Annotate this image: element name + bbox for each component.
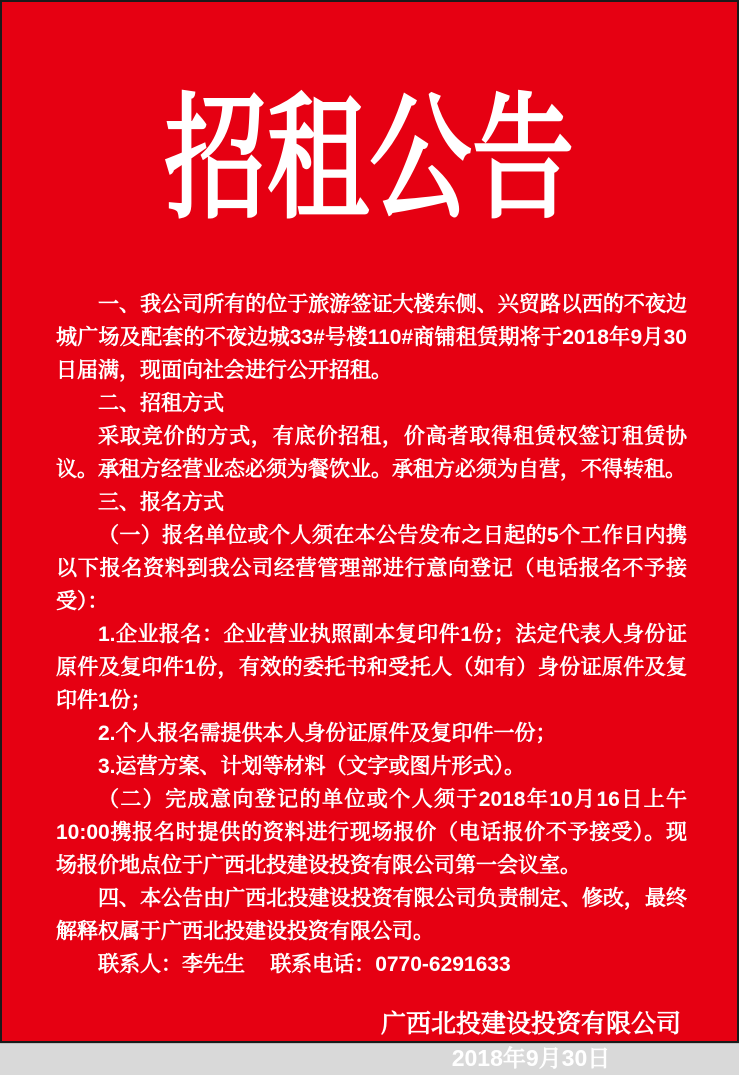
notice-paragraph-bidding-method: 采取竞价的方式，有底价招租，价高者取得租赁权签订租赁协议。承租方经营业态必须为餐饮业。承租方必须为自营，不得转租。: [56, 425, 687, 481]
signature-date: 2018年9月30日: [451, 1045, 611, 1071]
notice-body: [56, 288, 687, 948]
notice-title-wrap: [2, 79, 737, 239]
notice-paragraph-individual-docs: 2.个人报名需提供本人身份证原件及复印件一份；: [98, 722, 557, 745]
contact-person-name: 李先生: [182, 953, 245, 976]
contact-phone-label: 联系电话：: [270, 953, 376, 976]
signature: [2, 1007, 681, 1075]
notice-heading-section-2: 二、招租方式: [98, 392, 224, 415]
notice-paragraph-plan-docs: 3.运营方案、计划等材料（文字或图片形式）。: [98, 755, 526, 778]
contact-person-label: 联系人：: [98, 953, 182, 976]
notice-paragraph-company-docs: 1.企业报名：企业营业执照副本复印件1份；法定代表人身份证原件及复印件1份，有效的委托书和受托人（如有）身份证原件及复印件1份；: [56, 623, 687, 712]
notice-paragraph-intro: 一、我公司所有的位于旅游签证大楼东侧、兴贸路以西的不夜边城广场及配套的不夜边城33#号楼110#商铺租赁期将于2018年9月30日届满，现面向社会进行公开招租。: [56, 293, 687, 382]
notice-paragraph-registration: （一）报名单位或个人须在本公告发布之日起的5个工作日内携以下报名资料到我公司经营管理部进行意向登记（电话报名不予接受）：: [56, 524, 687, 613]
notice-paragraph-onsite-quote: （二）完成意向登记的单位或个人须于2018年10月16日上午10:00携报名时提供的资料进行现场报价（电话报价不予接受）。现场报价地点位于广西北投建设投资有限公司第一会议室。: [56, 788, 687, 877]
contact-phone-number: 0770-6291633: [375, 953, 511, 976]
notice-title: 招租公告: [164, 79, 575, 239]
signature-block: [381, 1007, 681, 1075]
signature-company: 广西北投建设投资有限公司: [380, 1010, 681, 1038]
contact-line: [56, 948, 687, 981]
notice-paragraph-final-interpretation: 四、本公告由广西北投建设投资有限公司负责制定、修改，最终解释权属于广西北投建设投资有限公司。: [56, 887, 687, 943]
notice-heading-section-3: 三、报名方式: [98, 491, 224, 514]
